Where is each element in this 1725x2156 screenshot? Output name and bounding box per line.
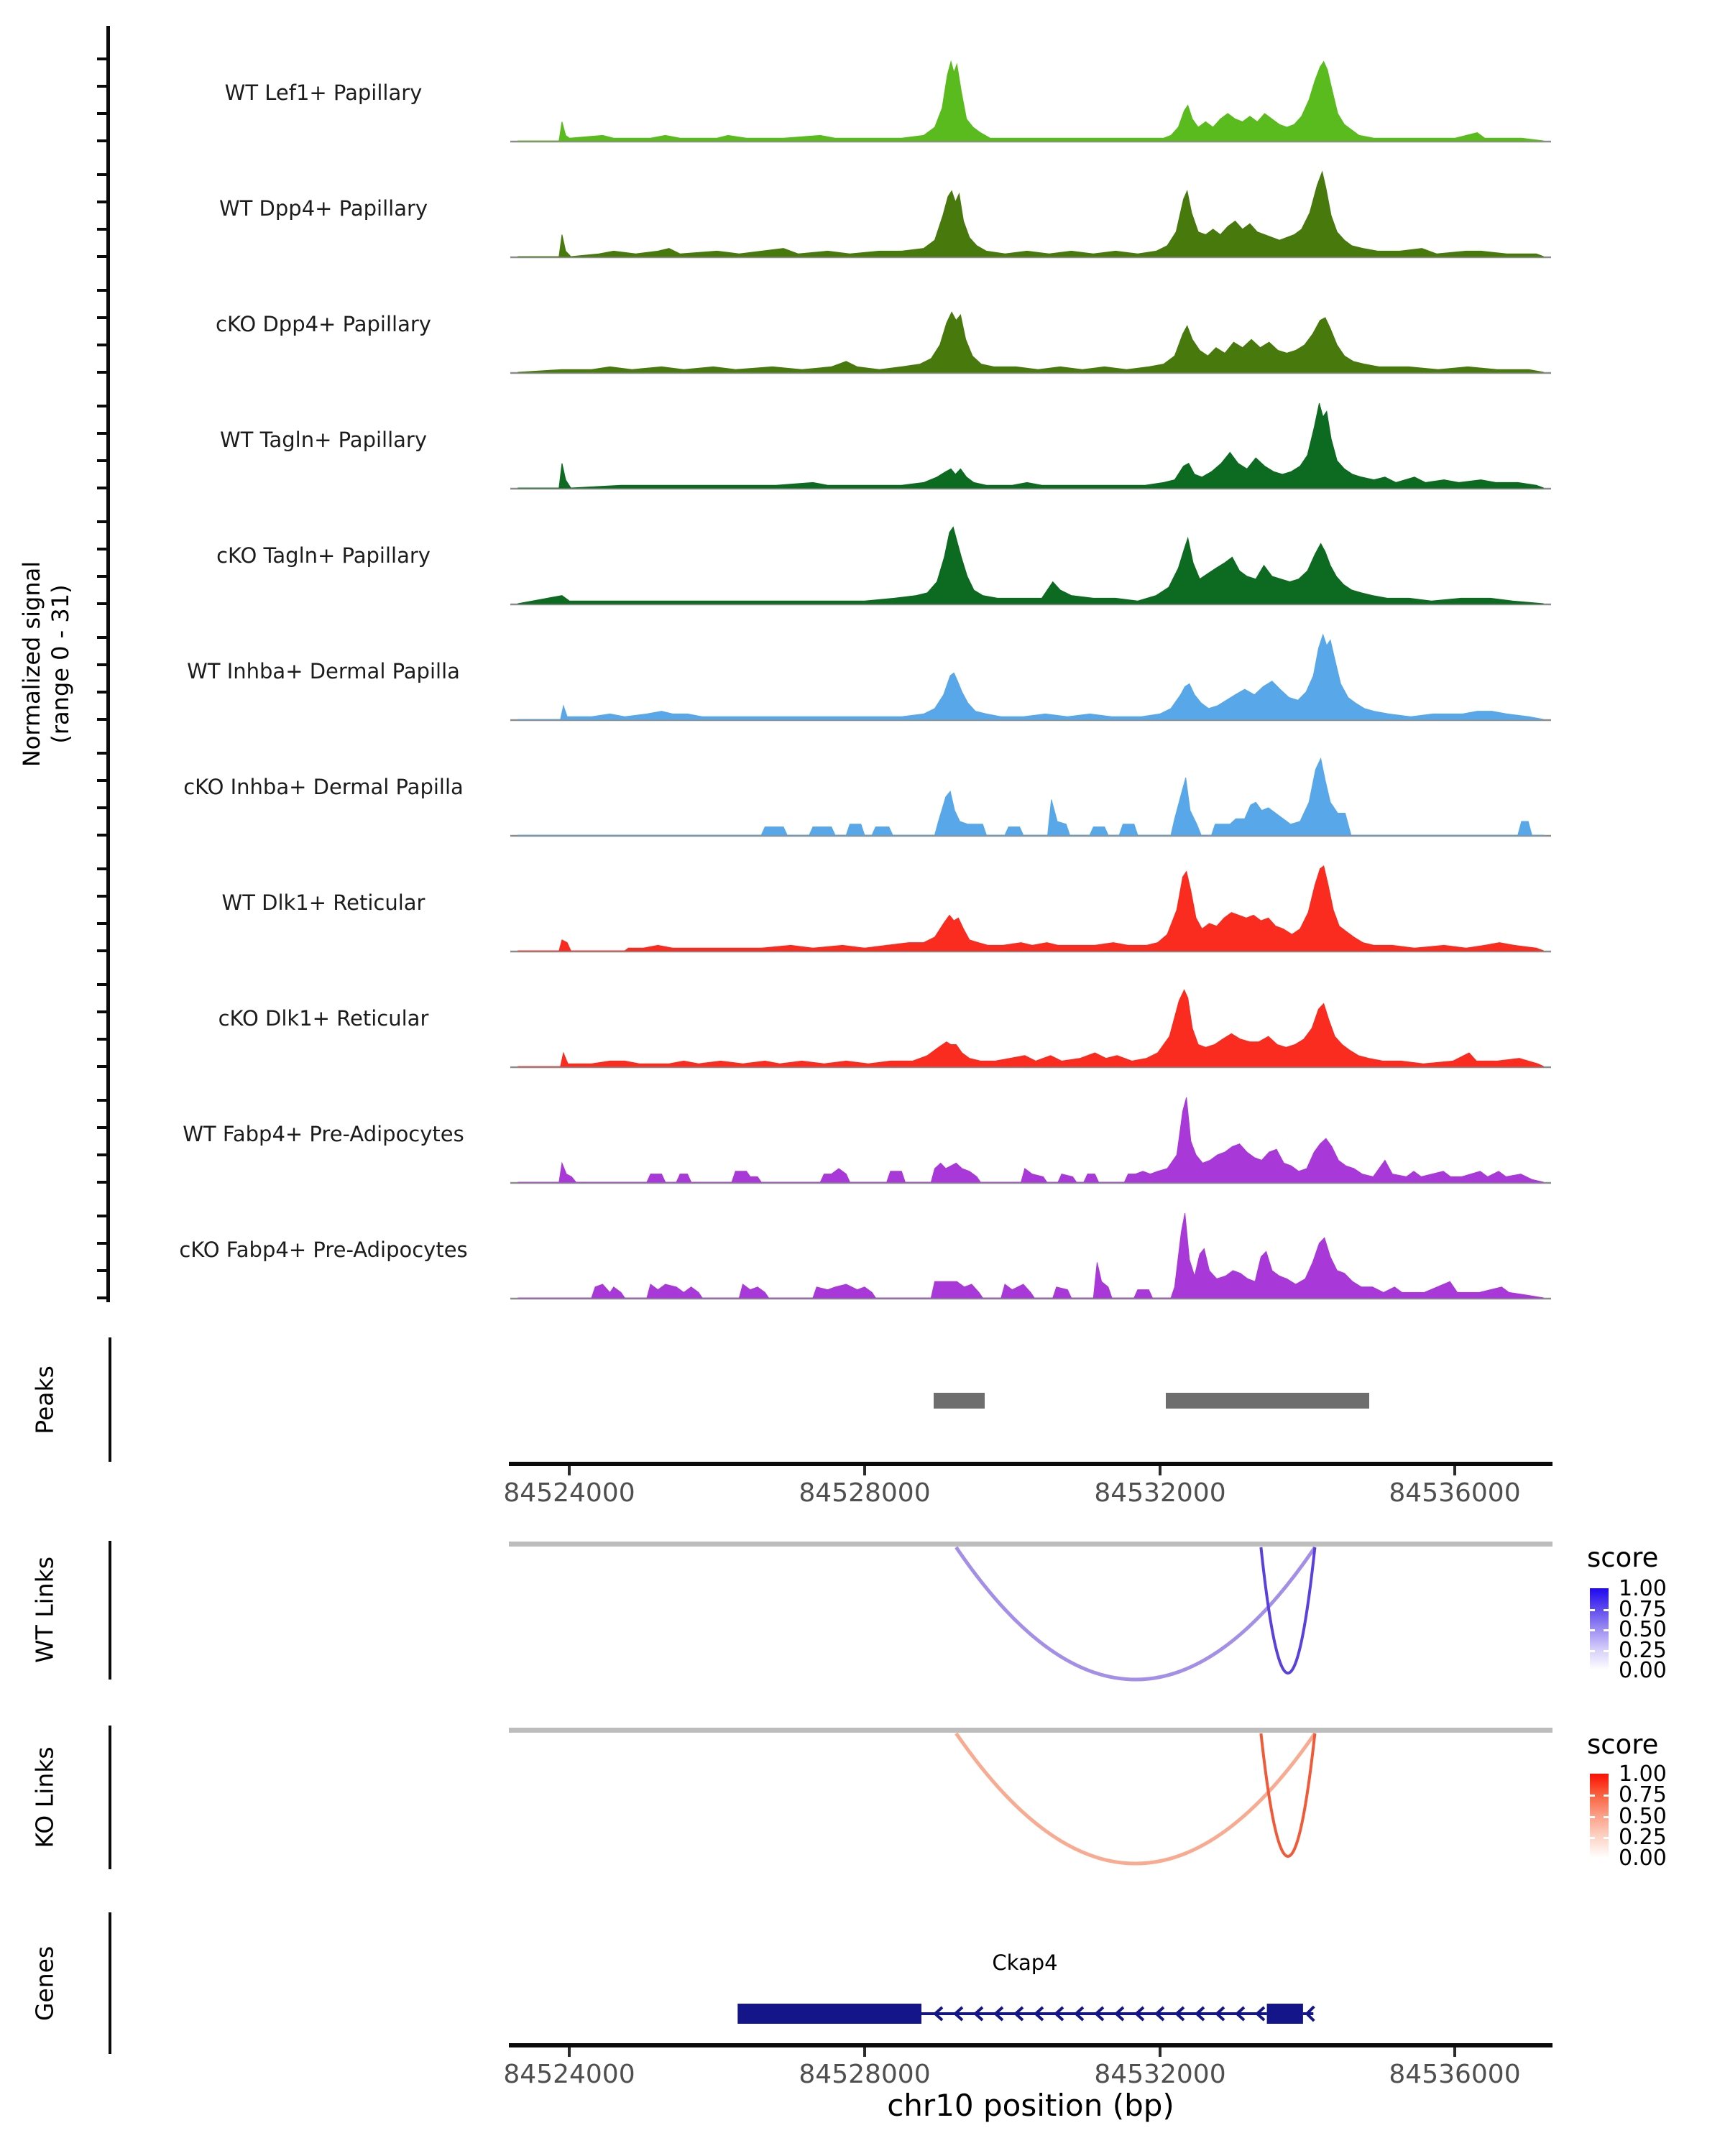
wt-link-arc xyxy=(956,1547,1315,1680)
ko-legend-label: 1.00 xyxy=(1619,1761,1667,1787)
ko-legend-label: 0.25 xyxy=(1619,1825,1667,1850)
genomic-axis-tick-label: 84532000 xyxy=(1094,2060,1226,2089)
track-label: cKO Fabp4+ Pre-Adipocytes xyxy=(179,1238,468,1262)
wt-link-arc xyxy=(1261,1547,1315,1673)
y-axis-tick xyxy=(97,867,107,870)
ko-link-arc xyxy=(1261,1733,1315,1856)
y-axis-tick xyxy=(97,779,107,782)
y-axis-tick xyxy=(97,949,107,952)
ko-legend-tick xyxy=(1604,1795,1609,1797)
genomic-axis-tick xyxy=(1453,2047,1456,2057)
coverage-area xyxy=(518,403,1543,488)
ko-legend-label: 0.75 xyxy=(1619,1782,1667,1807)
coverage-track xyxy=(510,142,1551,259)
genomic-axis-line xyxy=(509,1462,1552,1466)
coverage-track xyxy=(510,1067,1551,1184)
y-axis-tick xyxy=(97,1038,107,1041)
wt-legend-tick xyxy=(1604,1609,1609,1611)
genomic-axis-tick xyxy=(863,2047,866,2057)
wt-link-panel xyxy=(510,1546,1551,1690)
track-label: WT Dpp4+ Papillary xyxy=(218,196,428,221)
y-axis-tick xyxy=(97,459,107,462)
y-axis-tick xyxy=(97,228,107,231)
y-axis-tick xyxy=(97,1215,107,1217)
coverage-area xyxy=(518,990,1543,1067)
coverage-area xyxy=(518,1213,1543,1298)
wt-legend-tick xyxy=(1590,1629,1595,1631)
y-axis-tick xyxy=(97,1153,107,1156)
ko-legend-tick xyxy=(1590,1816,1595,1818)
track-label: cKO Inhba+ Dermal Papilla xyxy=(183,775,464,799)
y-axis-tick xyxy=(97,432,107,435)
y-axis-tick xyxy=(97,983,107,986)
y-axis-tick xyxy=(97,1181,107,1184)
coverage-track xyxy=(510,1183,1551,1300)
wt-links-bracket xyxy=(109,1541,111,1680)
x-axis-title: chr10 position (bp) xyxy=(887,2088,1174,2123)
y-axis-label xyxy=(17,561,75,767)
y-axis-tick xyxy=(97,834,107,837)
ko-legend-label: 0.00 xyxy=(1619,1846,1667,1871)
y-axis-tick xyxy=(97,752,107,755)
y-axis-label-line1: Normalized signal xyxy=(18,561,45,768)
coverage-track xyxy=(510,26,1551,143)
peak-interval xyxy=(934,1393,985,1409)
y-axis-tick xyxy=(97,1099,107,1102)
coverage-track xyxy=(510,489,1551,606)
genomic-axis-tick-label: 84528000 xyxy=(799,1478,931,1508)
track-label: WT Dlk1+ Reticular xyxy=(221,890,426,915)
y-axis-tick xyxy=(97,1242,107,1245)
genomic-axis-tick xyxy=(863,1466,866,1475)
coverage-area xyxy=(518,758,1543,835)
y-axis-tick xyxy=(97,139,107,142)
ko-legend-tick xyxy=(1604,1837,1609,1839)
genomic-axis-tick-label: 84536000 xyxy=(1389,2060,1521,2089)
ko-legend-tick xyxy=(1604,1816,1609,1818)
track-label: WT Lef1+ Papillary xyxy=(224,80,423,105)
y-axis-tick xyxy=(97,691,107,694)
wt-legend-label: 1.00 xyxy=(1619,1576,1667,1601)
gene-exon xyxy=(737,2004,921,2024)
coverage-area xyxy=(518,172,1543,257)
y-axis-tick xyxy=(97,1296,107,1299)
y-axis-tick xyxy=(97,895,107,898)
track-label: WT Inhba+ Dermal Papilla xyxy=(187,659,460,683)
y-axis-tick xyxy=(97,602,107,605)
peaks-section-label: Peaks xyxy=(30,1365,59,1434)
wt-legend-label: 0.00 xyxy=(1619,1658,1667,1683)
y-axis-tick xyxy=(97,1269,107,1272)
y-axis-tick xyxy=(97,548,107,550)
y-axis-tick xyxy=(97,289,107,292)
coverage-track xyxy=(510,604,1551,722)
coverage-area xyxy=(518,527,1543,604)
y-axis-tick xyxy=(97,112,107,115)
coverage-track xyxy=(510,257,1551,374)
y-axis-tick xyxy=(97,85,107,88)
track-label: cKO Dpp4+ Papillary xyxy=(216,312,431,336)
track-label: cKO Tagln+ Papillary xyxy=(216,543,431,568)
wt-legend-tick xyxy=(1604,1629,1609,1631)
peaks-bracket xyxy=(109,1337,111,1462)
genomic-axis-tick-label: 84524000 xyxy=(503,2060,635,2089)
coverage-area xyxy=(518,1097,1543,1182)
wt-legend-label: 0.50 xyxy=(1619,1617,1667,1642)
genomic-axis-tick-label: 84524000 xyxy=(503,1478,635,1508)
y-axis-tick xyxy=(97,636,107,639)
peak-interval xyxy=(1166,1393,1369,1409)
genes-bracket xyxy=(109,1912,111,2054)
genomic-axis-tick xyxy=(1159,2047,1162,2057)
genomic-axis-tick xyxy=(1159,1466,1162,1475)
ko-links-section-label: KO Links xyxy=(30,1746,59,1848)
genomic-axis-tick-label: 84532000 xyxy=(1094,1478,1226,1508)
y-axis-tick xyxy=(97,1065,107,1068)
coverage-area xyxy=(518,635,1543,719)
ko-links-bracket xyxy=(109,1726,111,1869)
y-axis-tick xyxy=(97,173,107,176)
coverage-track xyxy=(510,952,1551,1069)
track-label: WT Fabp4+ Pre-Adipocytes xyxy=(183,1122,464,1146)
genes-section-label: Genes xyxy=(30,1945,59,2022)
genomic-axis-tick xyxy=(568,1466,571,1475)
coverage-area xyxy=(518,62,1543,141)
y-axis-tick xyxy=(97,344,107,346)
genomic-axis-tick-label: 84536000 xyxy=(1389,1478,1521,1508)
coverage-area xyxy=(518,312,1543,372)
wt-legend-tick xyxy=(1604,1650,1609,1652)
y-axis-tick xyxy=(97,663,107,666)
y-axis-tick xyxy=(97,520,107,523)
ko-legend-tick xyxy=(1590,1837,1595,1839)
gene-name-label: Ckap4 xyxy=(992,1950,1058,1975)
y-axis-tick xyxy=(97,806,107,809)
genomic-axis-line xyxy=(509,2043,1552,2047)
ko-legend-label: 0.50 xyxy=(1619,1804,1667,1829)
coverage-track xyxy=(510,720,1551,837)
coverage-area xyxy=(518,866,1543,951)
genomic-axis-tick xyxy=(568,2047,571,2057)
y-axis-tick xyxy=(97,575,107,578)
y-axis-label-line2: (range 0 - 31) xyxy=(47,584,74,744)
y-axis-tick xyxy=(97,371,107,374)
track-label: cKO Dlk1+ Reticular xyxy=(218,1006,429,1031)
y-axis-tick xyxy=(97,1010,107,1013)
wt-legend-tick xyxy=(1590,1609,1595,1611)
genomic-axis-tick-label: 84528000 xyxy=(799,2060,931,2089)
y-axis-tick xyxy=(97,201,107,203)
y-axis-tick xyxy=(97,405,107,407)
ko-legend-tick xyxy=(1590,1795,1595,1797)
y-axis-tick xyxy=(97,922,107,925)
ko-legend-title: score xyxy=(1587,1729,1659,1760)
wt-links-section-label: WT Links xyxy=(30,1556,59,1664)
wt-legend-label: 0.25 xyxy=(1619,1638,1667,1663)
genomic-axis-tick xyxy=(1453,1466,1456,1475)
wt-legend-tick xyxy=(1590,1650,1595,1652)
track-label: WT Tagln+ Papillary xyxy=(219,428,428,452)
y-axis-tick xyxy=(97,57,107,60)
y-axis-tick xyxy=(97,718,107,721)
y-axis-tick xyxy=(97,487,107,489)
coverage-track xyxy=(510,836,1551,953)
ko-link-arc xyxy=(956,1733,1315,1864)
coverage-track xyxy=(510,373,1551,490)
wt-legend-title: score xyxy=(1587,1542,1659,1573)
gene-exon xyxy=(1267,2004,1303,2024)
gene-model xyxy=(510,1991,1551,2034)
y-axis-tick xyxy=(97,1126,107,1129)
wt-legend-label: 0.75 xyxy=(1619,1597,1667,1622)
ko-link-panel xyxy=(510,1732,1551,1876)
y-axis-tick xyxy=(97,316,107,319)
y-axis-tick xyxy=(97,255,107,258)
